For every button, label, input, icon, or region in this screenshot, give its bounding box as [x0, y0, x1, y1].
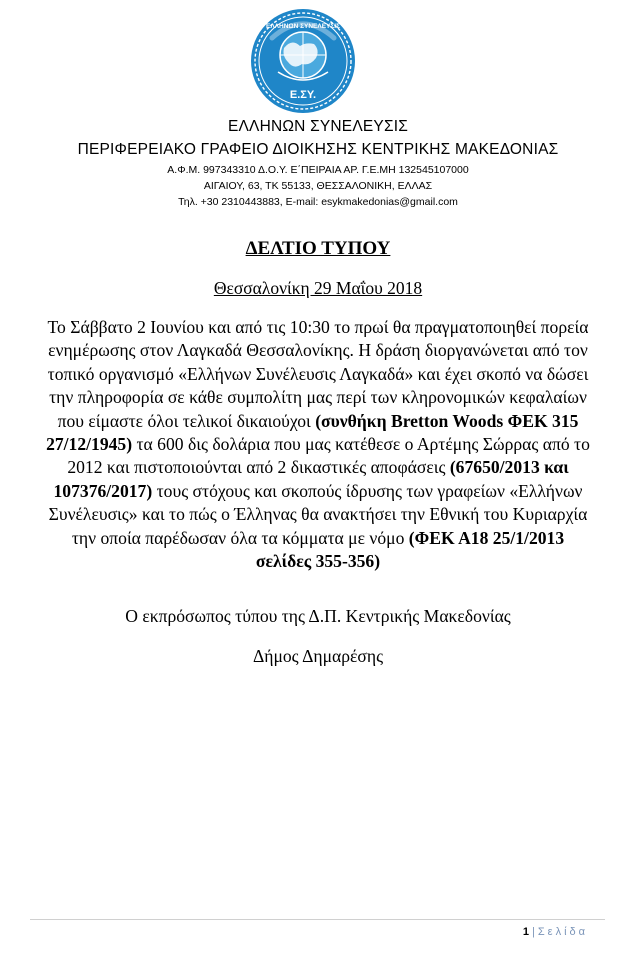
org-contact-line: Τηλ. +30 2310443883, E-mail: esykmakedonias@gmail.com: [178, 196, 458, 208]
body-text-1: Το Σάββατο 2 Ιουνίου και από τις 10:30 το πρωί θα πραγματοποιηθεί πορεία ενημέρωσης στον Λαγκαδά Θεσσαλονίκης. Η δράση διοργανώνεται από τον τοπικό οργανισμό «Ελλήνων Συνέλευσις Λαγκαδά» και έχει σκοπό να δώσει την πληροφορία σε κάθε συμπολίτη μας περί των κληρονομικών κεφαλαίων που είμαστε όλοι τελικοί δικαιούχοι: [47, 317, 589, 431]
page-number: 1: [522, 926, 529, 938]
org-tax-line: Α.Φ.Μ. 997343310 Δ.Ο.Υ. Ε΄ΠΕΙΡΑΙΑ ΑΡ. Γ.Ε.ΜΗ 132545107000: [167, 164, 469, 176]
body-text-3: τους στόχους και σκοπούς ίδρυσης των γραφείων «Ελλήνων Συνέλευσις» και το πώς ο Έλληνας θα ανακτήσει την Εθνική του Κυριαρχία την οποία παρέδωσαν όλα τα κόμματα με νόμο: [48, 480, 588, 548]
logo-ring-text: ΕΛΛΗΝΩΝ ΣΥΝΕΛΕΥΣΙΣ: [266, 23, 340, 30]
body-text-2: τα 600 δις δολάρια που μας κατέθεσε ο Αρτέμης Σώρρας από το 2012 και πιστοποιούνται από 2 δικαστικές αποφάσεις: [67, 434, 590, 478]
document-date: Θεσσαλονίκη 29 Μαΐου 2018: [213, 278, 423, 298]
footer-divider: [30, 919, 605, 920]
esy-logo-icon: [250, 8, 356, 114]
body-bold-2: (67650/2013 και 107376/2017): [53, 457, 569, 501]
page-label: Σελίδα: [537, 926, 588, 938]
org-subtitle: ΠΕΡΙΦΕΡΕΙΑΚΟ ΓΡΑΦΕΙΟ ΔΙΟΙΚΗΣΗΣ ΚΕΝΤΡΙΚΗΣ ΜΑΚΕΔΟΝΙΑΣ: [77, 141, 559, 158]
document-heading: ΔΕΛΤΙΟ ΤΥΠΟΥ: [245, 238, 391, 259]
signatory-name: Δήμος Δημαρέσης: [252, 646, 384, 666]
body-bold-3: (ΦΕΚ Α18 25/1/2013 σελίδες 355-356): [255, 527, 565, 572]
page-footer: [523, 926, 588, 938]
spokesperson-title: Ο εκπρόσωπος τύπου της Δ.Π. Κεντρικής Μακεδονίας: [125, 606, 511, 626]
org-address-line: ΑΙΓΑΙΟΥ, 63, ΤΚ 55133, ΘΕΣΣΑΛΟΝΙΚΗ, ΕΛΛΑΣ: [203, 180, 433, 192]
body-paragraph: [46, 316, 590, 573]
logo-bottom-text: Ε.ΣΥ.: [289, 89, 317, 101]
org-title: ΕΛΛΗΝΩΝ ΣΥΝΕΛΕΥΣΙΣ: [227, 118, 409, 135]
body-bold-1: (συνθήκη Bretton Woods ΦΕΚ 315 27/12/1945): [46, 410, 579, 455]
footer-separator: |: [532, 926, 535, 938]
